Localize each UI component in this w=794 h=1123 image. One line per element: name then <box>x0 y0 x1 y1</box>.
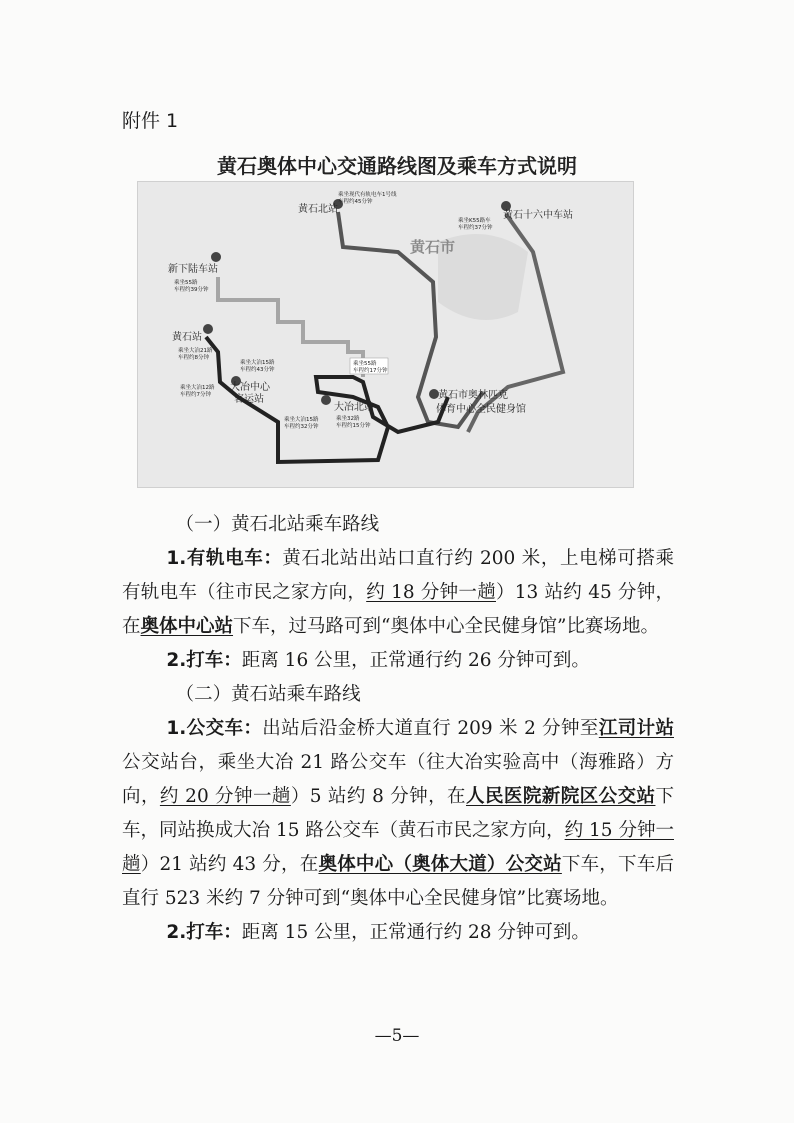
attachment-label: 附件 1 <box>122 110 179 132</box>
huangshi-bus-paragraph <box>122 712 674 916</box>
underlined-text: 约 18 分钟一趟 <box>366 582 496 603</box>
map-note: 车程约8分钟 <box>178 355 209 361</box>
station-daye-north-label: 大冶北站 <box>334 402 374 413</box>
text-run: 公交站台，乘坐大冶 21 路公交车（往大冶实验高中（海雅路）方向， <box>122 752 674 807</box>
map-note: 车程约15分钟 <box>336 423 371 429</box>
underlined-text: 约 15 分钟一趟 <box>122 820 674 875</box>
station-daye-center-label-2: 客运站 <box>234 394 264 405</box>
station-sixteen-label: 黄石十六中车站 <box>503 210 573 221</box>
route-map-svg <box>138 182 633 487</box>
page-number: —5— <box>374 1026 420 1046</box>
item-label: 1.有轨电车： <box>166 548 283 569</box>
map-city-label: 黄石市 <box>410 238 456 256</box>
text-run: 距离 16 公里，正常通行约 26 分钟可到。 <box>241 650 590 671</box>
map-note: 乘坐大冶21路 <box>178 348 213 354</box>
document-body <box>122 508 674 950</box>
map-note: 车程约32分钟 <box>284 424 319 430</box>
underlined-text: 约 20 分钟一趟 <box>159 786 291 807</box>
text-run: 黄石北站出站口直行约 200 米，上电梯可搭乘有轨电车（往市民之家方向， <box>122 548 674 603</box>
map-note: 车程约39分钟 <box>174 287 209 293</box>
map-note: 乘坐K55路车 <box>458 218 491 224</box>
item-label: 2.打车： <box>166 650 242 671</box>
section-heading-north: （一）黄石北站乘车路线 <box>175 514 380 535</box>
map-note: 车程约37分钟 <box>458 225 493 231</box>
venue-label: 黄石市奥林匹克 <box>438 390 508 401</box>
text-run: ）13 站约 45 分钟，在 <box>122 582 674 637</box>
huangshi-taxi-paragraph <box>122 916 674 950</box>
station-huangshi-label: 黄石站 <box>172 332 202 343</box>
station-daye-center-label: 大冶中心 <box>230 382 270 393</box>
bold-underlined-text: 江司计站 <box>598 718 674 739</box>
map-note: 乘坐现代有轨电车1号线 <box>338 192 397 198</box>
map-note: 乘坐大冶15路 <box>284 417 319 423</box>
north-taxi-paragraph <box>122 644 674 678</box>
item-label: 2.打车： <box>166 922 242 943</box>
station-daye-north-pin <box>321 395 331 405</box>
text-run: 出站后沿金桥大道直行 209 米 2 分钟至 <box>262 718 599 739</box>
station-xinxialu-label: 新下陆车站 <box>168 264 218 275</box>
bold-underlined-text: 人民医院新院区公交站 <box>466 786 656 807</box>
text-run: 距离 15 公里，正常通行约 28 分钟可到。 <box>241 922 590 943</box>
station-xinxialu-pin <box>211 252 221 262</box>
route-map <box>137 181 634 488</box>
map-note: 车程约45分钟 <box>338 199 373 205</box>
map-note: 乘坐大冶15路 <box>240 360 275 366</box>
map-note: 车程约17分钟 <box>353 368 388 374</box>
text-run: ）5 站约 8 分钟，在 <box>290 786 466 807</box>
venue-label-2: 体育中心全民健身馆 <box>436 404 526 415</box>
bold-underlined-text: 奥体中心（奥体大道）公交站 <box>318 854 562 875</box>
text-run: 下车，下车后直行 523 米约 7 分钟可到“奥体中心全民健身馆”比赛场地。 <box>122 854 674 909</box>
text-run: 下车，同站换成大冶 15 路公交车（黄石市民之家方向， <box>122 786 674 841</box>
item-label: 1.公交车： <box>166 718 263 739</box>
map-note: 乘坐55路 <box>353 361 377 367</box>
text-run: 下车，过马路可到“奥体中心全民健身馆”比赛场地。 <box>233 616 659 637</box>
page-title: 黄石奥体中心交通路线图及乘车方式说明 <box>217 154 577 178</box>
bold-underlined-text: 奥体中心站 <box>140 616 234 637</box>
map-note: 乘坐55路 <box>174 280 198 286</box>
north-tram-paragraph <box>122 542 674 644</box>
map-note: 车程约43分钟 <box>240 367 275 373</box>
map-note: 乘坐32路 <box>336 416 360 422</box>
map-note: 车程约7分钟 <box>180 392 211 398</box>
text-run: ）21 站约 43 分，在 <box>140 854 319 875</box>
map-note: 乘坐大冶12路 <box>180 385 215 391</box>
station-north-label: 黄石北站 <box>298 204 338 215</box>
section-heading-huangshi: （二）黄石站乘车路线 <box>175 684 361 705</box>
station-huangshi-pin <box>203 324 213 334</box>
